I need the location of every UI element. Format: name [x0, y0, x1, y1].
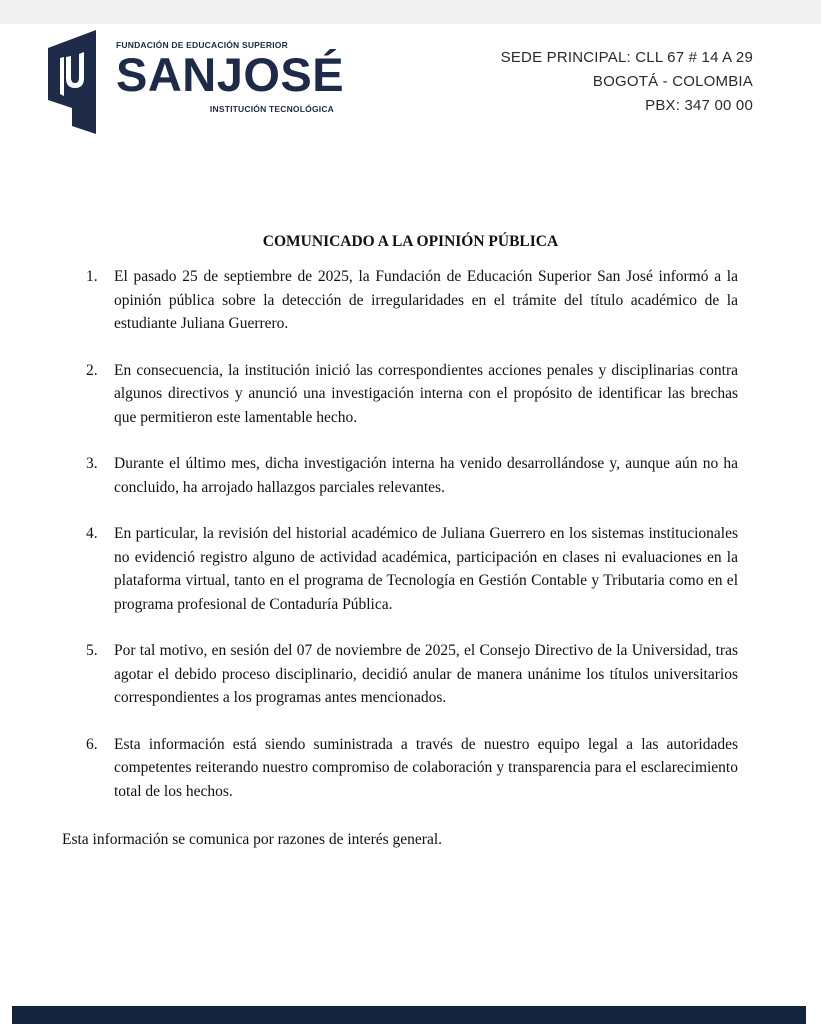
university-logo-icon	[48, 30, 104, 134]
item-text: Durante el último mes, dicha investigación interna ha venido desarrollándose y, aunque aún no ha concluido, ha arrojado hallazgos parciales relevantes.	[114, 455, 738, 496]
item-text: Por tal motivo, en sesión del 07 de noviembre de 2025, el Consejo Directivo de la Universidad, tras agotar el debido proceso disciplinario, decidió anular de manera unánime los títulos universitarios correspondientes a los programas antes mencionados.	[114, 642, 738, 706]
logo-institution-text: INSTITUCIÓN TECNOLÓGICA	[209, 104, 334, 114]
footer-bar	[12, 1006, 806, 1024]
header-address	[501, 46, 753, 118]
item-number: 5.	[86, 642, 98, 659]
list-item	[86, 452, 738, 499]
numbered-list	[86, 265, 738, 826]
item-text: El pasado 25 de septiembre de 2025, la Fundación de Educación Superior San José informó a la opinión pública sobre la detección de irregularidades en el trámite del título académico de la estudiante Juliana Guerrero.	[114, 268, 738, 332]
item-text: Esta información está siendo suministrada a través de nuestro equipo legal a las autoridades competentes reiterando nuestro compromiso de colaboración y transparencia para el esclarecimiento total de los hechos.	[114, 735, 738, 800]
list-item	[86, 265, 738, 336]
list-item	[86, 639, 738, 710]
item-number: 2.	[86, 361, 98, 379]
list-item	[86, 733, 738, 804]
item-number: 4.	[86, 525, 98, 542]
top-strip	[0, 0, 821, 24]
list-item	[86, 359, 738, 430]
item-number: 3.	[86, 455, 98, 472]
list-item	[86, 522, 738, 616]
address-line-1: SEDE PRINCIPAL: CLL 67 # 14 A 29	[500, 49, 753, 66]
closing-statement: Esta información se comunica por razones de interés general.	[62, 831, 443, 848]
address-line-2: BOGOTÁ - COLOMBIA	[592, 73, 753, 90]
address-line-3: PBX: 347 00 00	[645, 97, 753, 114]
document-title: COMUNICADO A LA OPINIÓN PÚBLICA	[262, 233, 559, 250]
item-number: 6.	[86, 735, 98, 753]
logo-name: SANJOSÉ	[116, 48, 345, 101]
logo-foundation-text: FUNDACIÓN DE EDUCACIÓN SUPERIOR	[116, 40, 288, 50]
item-text: En consecuencia, la institución inició las correspondientes acciones penales y disciplinarias contra algunos directivos y anunció una investigación interna con el propósito de identificar las brechas que permitieron este lamentable hecho.	[114, 361, 738, 426]
item-text: En particular, la revisión del historial académico de Juliana Guerrero en los sistemas institucionales no evidenció registro alguno de actividad académica, participación en clases ni evaluaciones en la plataforma virtual, tanto en el programa de Tecnología en Gestión Contable y Tributaria como en el programa profesional de Contaduría Pública.	[114, 525, 738, 613]
item-number: 1.	[86, 268, 98, 285]
logo-wordmark	[116, 40, 346, 114]
